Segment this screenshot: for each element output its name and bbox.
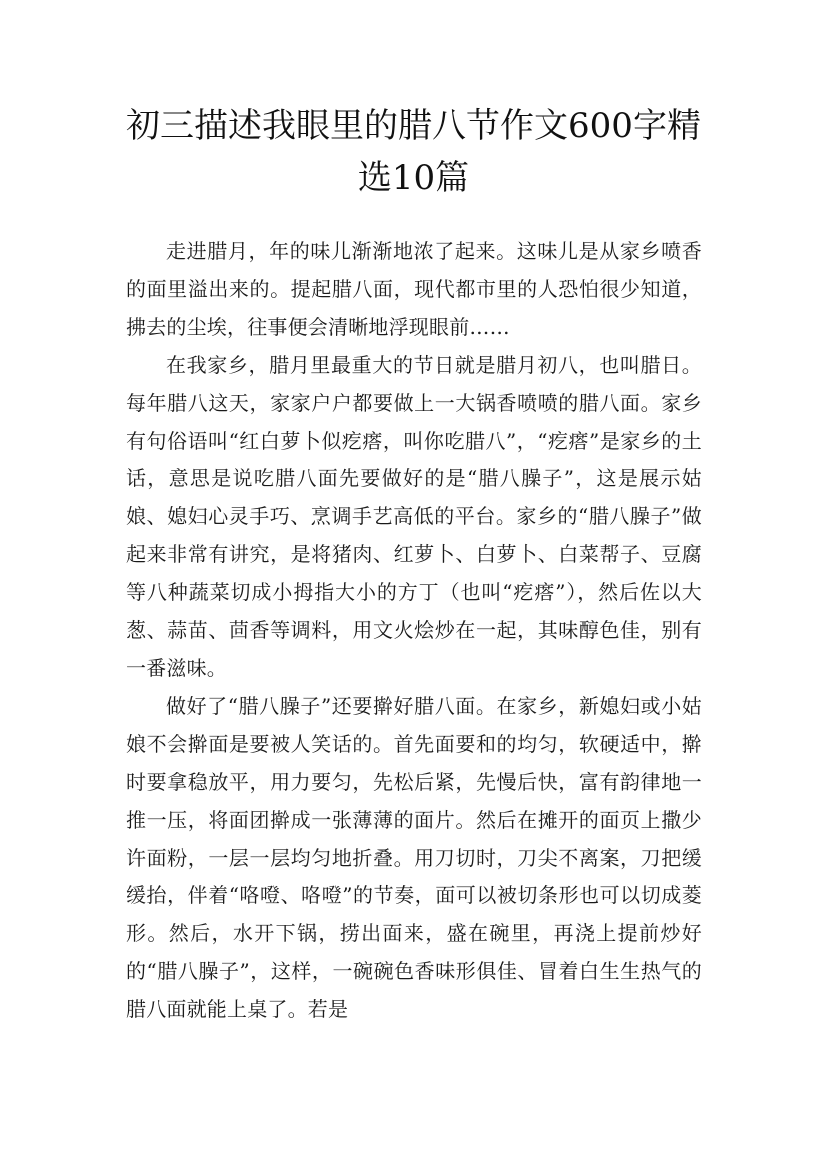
document-body bbox=[126, 233, 702, 1029]
document-title: 初三描述我眼里的腊八节作文600字精选10篇 bbox=[126, 106, 701, 198]
paragraph-3: 做好了“腊八臊子”还要擀好腊八面。在家乡，新媳妇或小姑娘不会擀面是要被人笑话的。首先面要和的均匀，软硬适中，擀时要拿稳放平，用力要匀，先松后紧，先慢后快，富有韵律地一推一压，将面团擀成一张薄薄的面片。然后在摊开的面页上撒少许面粉，一层一层均匀地折叠。用刀切时，刀尖不离案，刀把缓缓抬，伴着“咯噔、咯噔”的节奏，面可以被切条形也可以切成菱形。然后，水开下锅，捞出面来，盛在碗里，再浇上提前炒好的“腊八臊子”，这样，一碗碗色香味形俱佳、冒着白生生热气的腊八面就能上桌了。若是 bbox=[126, 693, 702, 1022]
paragraph-2: 在我家乡，腊月里最重大的节日就是腊月初八，也叫腊日。每年腊八这天，家家户户都要做上一大锅香喷喷的腊八面。家乡有句俗语叫“红白萝卜似疙瘩，叫你吃腊八”，“疙瘩”是家乡的土话，意思是说吃腊八面先要做好的是“腊八臊子”，这是展示姑娘、媳妇心灵手巧、烹调手艺高低的平台。家乡的“腊八臊子”做起来非常有讲究，是将猪肉、红萝卜、白萝卜、白菜帮子、豆腐等八种蔬菜切成小拇指大小的方丁（也叫“疙瘩”），然后佐以大葱、蒜苗、茴香等调料，用文火烩炒在一起，其味醇色佳，别有一番滋味。 bbox=[126, 352, 702, 680]
paragraph-1: 走进腊月，年的味儿渐渐地浓了起来。这味儿是从家乡喷香的面里溢出来的。提起腊八面，现代都市里的人恐怕很少知道，拂去的尘埃，往事便会清晰地浮现眼前…… bbox=[126, 239, 702, 339]
